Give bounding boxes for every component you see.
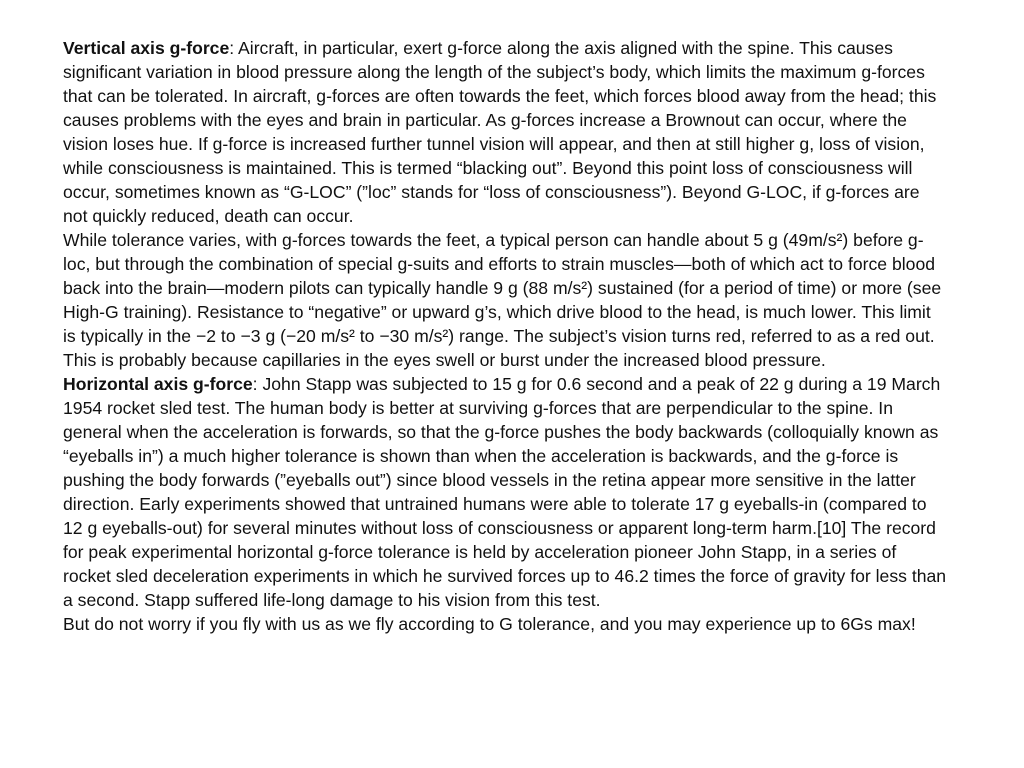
paragraph-horizontal-axis-text: : John Stapp was subjected to 15 g for 0.6 second and a peak of 22 g during a 19 March 1954 rocket sled test. The human body is better at surviving g-forces that are perpendicular to the spine. In general when the acceleration is forwards, so that the g-force pushes the body backwards (colloquially known as “eyeballs in”) a much higher tolerance is shown than when the acceleration is backwards, and the g-force is pushing the body forwards (”eyeballs out”) since blood vessels in the retina appear more sensitive in the latter direction. Early experiments showed that untrained humans were able to tolerate 17 g eyeballs-in (compared to 12 g eyeballs-out) for several minutes without loss of consciousness or apparent long-term harm.[10] The record for peak experimental horizontal g-force tolerance is held by acceleration pioneer John Stapp, in a series of rocket sled deceleration experiments in which he survived forces up to 46.2 times the force of gravity for less than a second. Stapp suffered life-long damage to his vision from this test. [63, 374, 947, 610]
slide-body [63, 36, 948, 636]
paragraph-horizontal-axis [63, 372, 948, 612]
heading-horizontal-axis-g-force: Horizontal axis g-force [63, 374, 253, 394]
paragraph-tolerance [63, 228, 948, 372]
paragraph-vertical-axis [63, 36, 948, 228]
paragraph-closing [63, 612, 948, 636]
paragraph-tolerance-text: While tolerance varies, with g-forces towards the feet, a typical person can handle about 5 g (49m/s²) before g-loc, but through the combination of special g-suits and efforts to strain muscles—both of which act to force blood back into the brain—modern pilots can typically handle 9 g (88 m/s²) sustained (for a period of time) or more (see High-G training). Resistance to “negative” or upward g’s, which drive blood to the head, is much lower. This limit is typically in the −2 to −3 g (−20 m/s² to −30 m/s²) range. The subject’s vision turns red, referred to as a red out. This is probably because capillaries in the eyes swell or burst under the increased blood pressure. [63, 230, 942, 370]
paragraph-closing-text: But do not worry if you fly with us as we fly according to G tolerance, and you may experience up to 6Gs max! [63, 614, 916, 634]
paragraph-vertical-axis-text: : Aircraft, in particular, exert g-force along the axis aligned with the spine. This causes significant variation in blood pressure along the length of the subject’s body, which limits the maximum g-forces that can be tolerated. In aircraft, g-forces are often towards the feet, which forces blood away from the head; this causes problems with the eyes and brain in particular. As g-forces increase a Brownout can occur, where the vision loses hue. If g-force is increased further tunnel vision will appear, and then at still higher g, loss of vision, while consciousness is maintained. This is termed “blacking out”. Beyond this point loss of consciousness will occur, sometimes known as “G-LOC” (”loc” stands for “loss of consciousness”). Beyond G-LOC, if g-forces are not quickly reduced, death can occur. [63, 38, 937, 226]
heading-vertical-axis-g-force: Vertical axis g-force [63, 38, 230, 58]
